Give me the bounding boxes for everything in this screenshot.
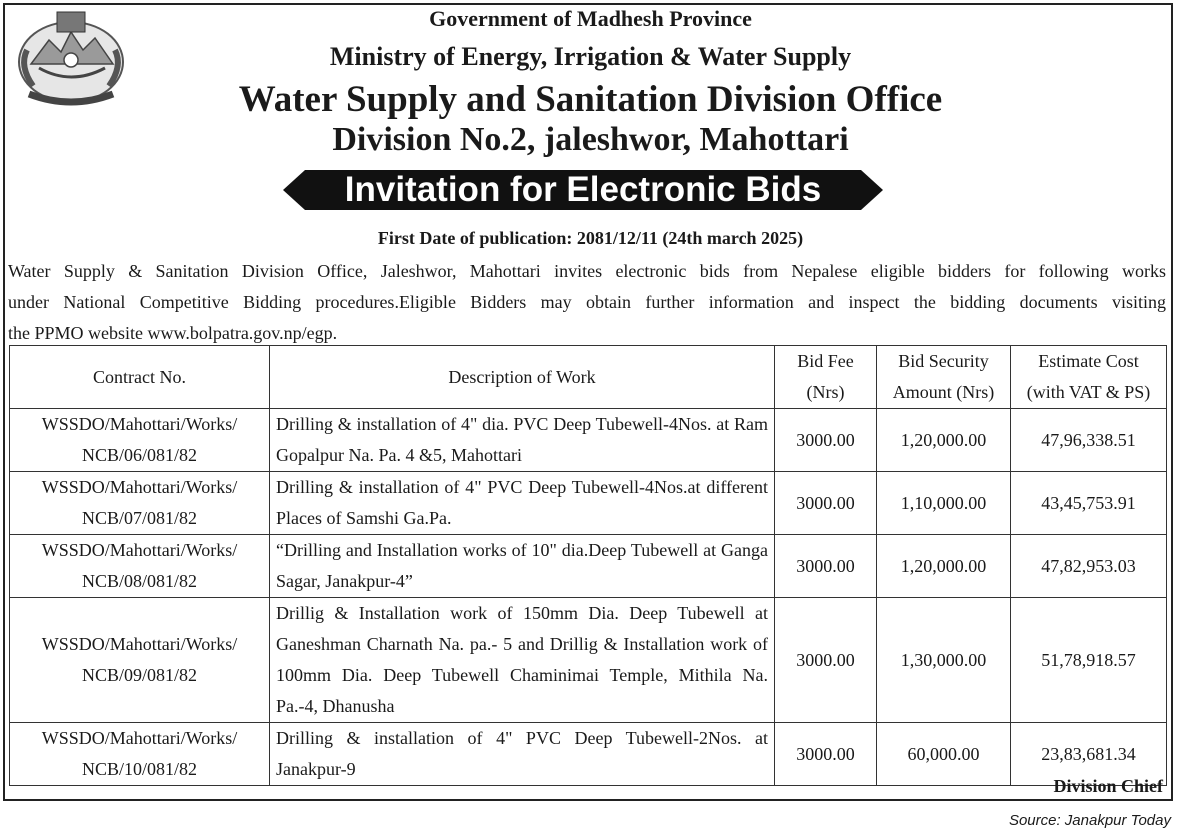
header-bid-security-line: Amount (Nrs) xyxy=(892,382,995,402)
table-row xyxy=(10,598,1167,723)
table-row xyxy=(10,535,1167,598)
bid-security-cell: 60,000.00 xyxy=(877,723,1011,786)
description-cell: “Drilling and Installation works of 10" dia.Deep Tubewell at Ganga Sagar, Janakpur-4” xyxy=(270,535,775,598)
header-bid-fee-line: Bid Fee xyxy=(797,351,854,371)
source-credit: Source: Janakpur Today xyxy=(1008,812,1171,829)
header-bid-security-line: Bid Security xyxy=(898,351,989,371)
table-row xyxy=(10,723,1167,786)
bid-security-cell: 1,30,000.00 xyxy=(877,598,1011,723)
header-estimate-line: Estimate Cost xyxy=(1038,351,1139,371)
contract-no-line: WSSDO/Mahottari/Works/ xyxy=(41,634,238,654)
contract-no-line: NCB/06/081/82 xyxy=(81,445,197,465)
header-description: Description of Work xyxy=(270,346,775,409)
signatory: Division Chief xyxy=(1053,776,1163,796)
publication-date: First Date of publication: 2081/12/11 (24th march 2025) xyxy=(377,228,804,248)
description-cell: Drilling & installation of 4" PVC Deep Tubewell-2Nos. at Janakpur-9 xyxy=(270,723,775,786)
bid-banner-title: Invitation for Electronic Bids xyxy=(344,170,822,209)
bid-security-cell: 1,20,000.00 xyxy=(877,409,1011,472)
bid-fee-cell: 3000.00 xyxy=(775,535,877,598)
bid-security-cell: 1,10,000.00 xyxy=(877,472,1011,535)
header-estimate-line: (with VAT & PS) xyxy=(1026,382,1151,402)
contract-no-cell xyxy=(10,535,270,598)
estimate-cost-cell: 47,96,338.51 xyxy=(1011,409,1167,472)
contract-no-cell xyxy=(10,472,270,535)
ministry-title: Ministry of Energy, Irrigation & Water Supply xyxy=(329,42,852,71)
header-bid-security xyxy=(877,346,1011,409)
bid-fee-cell: 3000.00 xyxy=(775,409,877,472)
estimate-cost-cell: 43,45,753.91 xyxy=(1011,472,1167,535)
description-cell: Drilling & installation of 4" PVC Deep Tubewell-4Nos.at different Places of Samshi Ga.Pa. xyxy=(270,472,775,535)
office-title: Water Supply and Sanitation Division Office xyxy=(238,79,943,120)
intro-line: Water Supply & Sanitation Division Office, Jaleshwor, Mahottari invites electronic bids from Nepalese eligible bidders for following works xyxy=(8,261,1166,281)
header-estimate-cost xyxy=(1011,346,1167,409)
bid-fee-cell: 3000.00 xyxy=(775,598,877,723)
bid-fee-cell: 3000.00 xyxy=(775,723,877,786)
intro-line: the PPMO website www.bolpatra.gov.np/egp. xyxy=(8,323,338,343)
header-contract-no: Contract No. xyxy=(10,346,270,409)
bid-fee-cell: 3000.00 xyxy=(775,472,877,535)
table-row xyxy=(10,472,1167,535)
contract-no-line: WSSDO/Mahottari/Works/ xyxy=(41,477,238,497)
table-row xyxy=(10,409,1167,472)
contract-no-line: NCB/09/081/82 xyxy=(81,665,197,685)
estimate-cost-cell: 47,82,953.03 xyxy=(1011,535,1167,598)
estimate-cost-cell: 23,83,681.34 xyxy=(1011,723,1167,786)
contract-no-cell xyxy=(10,598,270,723)
government-title: Government of Madhesh Province xyxy=(429,6,752,31)
contract-no-cell xyxy=(10,409,270,472)
header-bid-fee-line: (Nrs) xyxy=(806,382,845,402)
intro-line: under National Competitive Bidding procedures.Eligible Bidders may obtain further information and inspect the bidding documents visiting xyxy=(8,292,1166,312)
table-header-row xyxy=(10,346,1167,409)
contract-no-line: WSSDO/Mahottari/Works/ xyxy=(41,414,238,434)
contract-no-cell xyxy=(10,723,270,786)
estimate-cost-cell: 51,78,918.57 xyxy=(1011,598,1167,723)
contract-no-line: NCB/08/081/82 xyxy=(81,571,197,591)
description-cell: Drillig & Installation work of 150mm Dia. Deep Tubewell at Ganeshman Charnath Na. pa.- 5 and Drillig & Installation work of 100mm Dia. Deep Tubewell Chaminimai Temple, Mithila Na. Pa.-4, Dhanusha xyxy=(270,598,775,723)
contract-no-line: NCB/10/081/82 xyxy=(81,759,197,779)
bid-security-cell: 1,20,000.00 xyxy=(877,535,1011,598)
bids-table xyxy=(9,345,1167,786)
contract-no-line: NCB/07/081/82 xyxy=(81,508,197,528)
intro-paragraph xyxy=(8,256,1166,318)
contract-no-line: WSSDO/Mahottari/Works/ xyxy=(41,728,238,748)
contract-no-line: WSSDO/Mahottari/Works/ xyxy=(41,540,238,560)
description-cell: Drilling & installation of 4" dia. PVC Deep Tubewell-4Nos. at Ram Gopalpur Na. Pa. 4 &5, Mahottari xyxy=(270,409,775,472)
header-bid-fee xyxy=(775,346,877,409)
division-title: Division No.2, jaleshwor, Mahottari xyxy=(332,121,849,158)
